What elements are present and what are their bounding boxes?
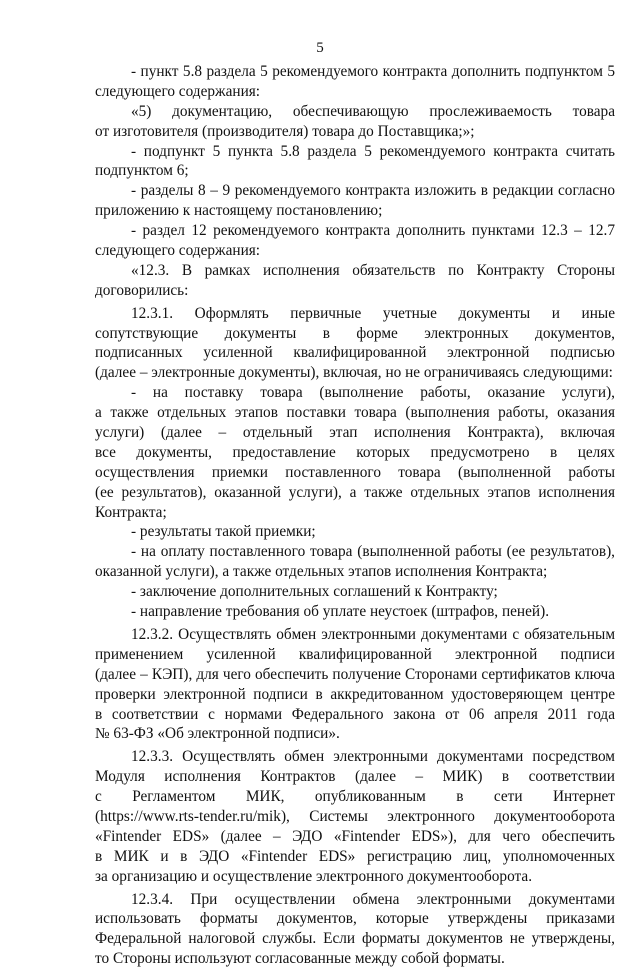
text-line: проверки электронной подписи в аккредитованном удостоверяющем центре — [95, 685, 615, 703]
text-line: с Регламентом МИК, опубликованным в сети Интернет — [95, 788, 615, 806]
text-line: то Стороны используют согласованные между собой форматы. — [95, 950, 505, 968]
text-line: 12.3.2. Осуществлять обмен электронными документами с обязательным — [131, 625, 615, 643]
text-line: № 63-ФЗ «Об электронной подписи». — [95, 725, 340, 743]
text-line: - на поставку товара (выполнение работы, оказание услуги), — [131, 384, 615, 402]
text-line: 12.3.1. Оформлять первичные учетные документы и иные — [131, 304, 615, 322]
text-line: от изготовителя (производителя) товара до Поставщика;»; — [95, 122, 475, 140]
text-line: все документы, предоставление которых предусмотрено в целях — [95, 443, 615, 461]
text-line: следующего содержания: — [95, 82, 261, 100]
text-line: - заключение дополнительных соглашений к Контракту; — [131, 583, 498, 601]
text-line: договорились: — [95, 281, 189, 299]
text-line: Контракта; — [95, 503, 167, 521]
text-line: (https://www.rts-tender.ru/mik), Системы электронного документооборота — [95, 807, 615, 825]
text-line: за организацию и осуществление электронного документооборота. — [95, 867, 533, 885]
document-body — [95, 62, 615, 969]
text-line: Модуля исполнения Контрактов (далее – МИК) в соответствии — [95, 768, 615, 786]
text-line: - подпункт 5 пункта 5.8 раздела 5 рекомендуемого контракта считать — [131, 142, 615, 160]
text-line: (ее результатов), оказанной услуги), а также отдельных этапов исполнения — [95, 483, 615, 501]
text-line: 12.3.4. При осуществлении обмена электронными документами — [131, 890, 615, 908]
text-line: «12.3. В рамках исполнения обязательств по Контракту Стороны — [131, 261, 615, 279]
text-line: подпунктом 6; — [95, 162, 189, 180]
text-line: применением усиленной квалифицированной электронной подписи — [95, 645, 615, 663]
text-line: - на оплату поставленного товара (выполненной работы (ее результатов), — [131, 543, 615, 561]
text-line: сопутствующие документы в форме электронных документов, — [95, 324, 615, 342]
text-line: приложению к настоящему постановлению; — [95, 202, 383, 220]
text-line: а также отдельных этапов поставки товара (выполнения работы, оказания — [95, 404, 615, 422]
text-line: «5) документацию, обеспечивающую прослеживаемость товара — [131, 102, 615, 120]
text-line: подписанных усиленной квалифицированной электронной подписью — [95, 344, 615, 362]
text-line: - разделы 8 – 9 рекомендуемого контракта изложить в редакции согласно — [131, 182, 615, 200]
text-line: использовать форматы документов, которые утверждены приказами — [95, 910, 615, 928]
text-line: (далее – КЭП), для чего обеспечить получение Сторонами сертификатов ключа — [95, 665, 615, 683]
text-line: «Fintender EDS» (далее – ЭДО «Fintender EDS»), для чего обеспечить — [95, 827, 615, 845]
text-line: 12.3.3. Осуществлять обмен электронными документами посредством — [131, 748, 615, 766]
text-line: - направление требования об уплате неустоек (штрафов, пеней). — [131, 603, 550, 621]
text-line: - результаты такой приемки; — [131, 523, 316, 541]
text-line: в соответствии с нормами Федерального закона от 06 апреля 2011 года — [95, 705, 615, 723]
text-line: оказанной услуги), а также отдельных этапов исполнения Контракта; — [95, 563, 548, 581]
text-line: (далее – электронные документы), включая, но не ограничиваясь следующими: — [95, 364, 613, 382]
text-line: в МИК и в ЭДО «Fintender EDS» регистрацию лиц, уполномоченных — [95, 847, 615, 865]
page-number: 5 — [316, 40, 324, 56]
text-line: - пункт 5.8 раздела 5 рекомендуемого контракта дополнить подпунктом 5 — [131, 63, 615, 80]
text-line: услуги) (далее – отдельный этап исполнения Контракта), включая — [95, 424, 615, 442]
text-line: следующего содержания: — [95, 242, 261, 260]
text-line: Федеральной налоговой службы. Если форматы документов не утверждены, — [95, 930, 615, 948]
text-line: осуществления приемки поставленного товара (выполненной работы — [95, 463, 615, 481]
text-line: - раздел 12 рекомендуемого контракта дополнить пунктами 12.3 – 12.7 — [131, 222, 615, 240]
